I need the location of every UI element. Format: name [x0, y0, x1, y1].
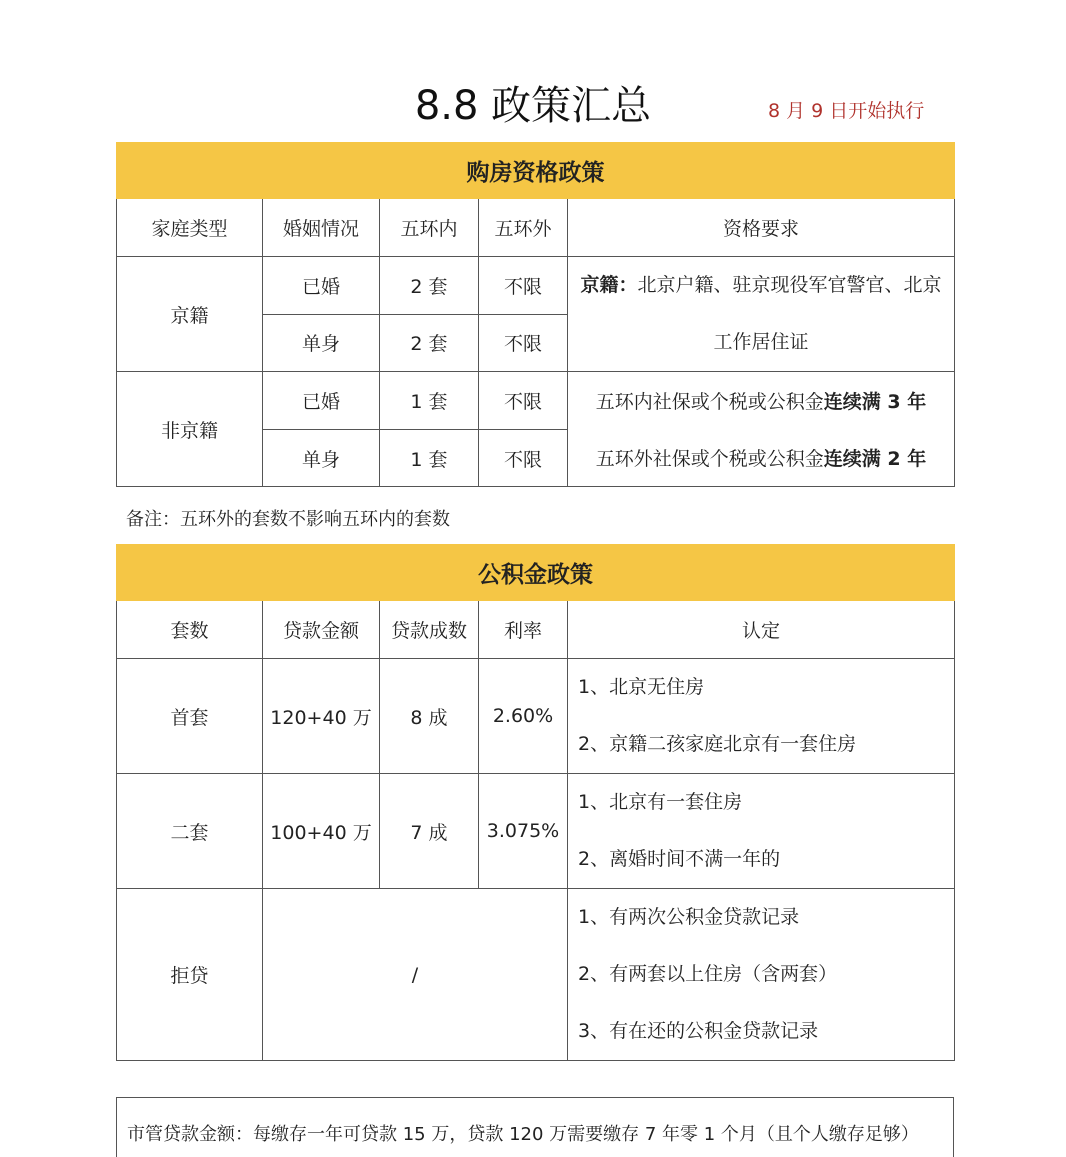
criteria-item: 3、有在还的公积金贷款记录 [578, 1020, 819, 1042]
criteria-item: 1、北京无住房 [578, 676, 705, 698]
column-header: 利率 [479, 601, 568, 659]
reject-span-cell: / [263, 889, 568, 1061]
table-heading: 购房资格政策 [117, 143, 955, 199]
loan-amount-box [116, 1097, 954, 1157]
criteria-cell [568, 774, 955, 889]
outer-cell: 不限 [479, 257, 568, 315]
loan-type-cell: 拒贷 [117, 889, 263, 1061]
outer-cell: 不限 [479, 314, 568, 372]
provident-fund-table [116, 544, 955, 1061]
rate-cell: 2.60% [479, 659, 568, 774]
marital-cell: 单身 [263, 314, 380, 372]
marital-cell: 已婚 [263, 257, 380, 315]
marital-cell: 单身 [263, 430, 380, 487]
page-title: 8.8 政策汇总 [414, 83, 652, 129]
requirement-bold: 京籍： [580, 274, 638, 296]
requirement-cell [568, 372, 955, 430]
loan-ratio-cell: 7 成 [380, 774, 479, 889]
rate-cell: 3.075% [479, 774, 568, 889]
marital-cell: 已婚 [263, 372, 380, 430]
loan-amount-text: 市管贷款金额：每缴存一年可贷款 15 万，贷款 120 万需要缴存 7 年零 1 个月（且个人缴存足够） [127, 1124, 919, 1145]
outer-cell: 不限 [479, 430, 568, 487]
inner-cell: 2 套 [380, 314, 479, 372]
criteria-item: 2、有两套以上住房（含两套） [578, 963, 838, 985]
requirement-text: 五环外社保或个税或公积金 [595, 448, 824, 471]
column-header: 婚姻情况 [263, 199, 380, 257]
inner-cell: 2 套 [380, 257, 479, 315]
table-row [117, 257, 955, 315]
loan-type-cell: 二套 [117, 774, 263, 889]
column-header: 套数 [117, 601, 263, 659]
loan-amount-cell: 120+40 万 [263, 659, 380, 774]
loan-amount-cell: 100+40 万 [263, 774, 380, 889]
table-heading: 公积金政策 [117, 545, 955, 601]
loan-ratio-cell: 8 成 [380, 659, 479, 774]
purchase-eligibility-table [116, 142, 955, 487]
table-row [117, 659, 955, 774]
execution-date: 8 月 9 日开始执行 [768, 100, 925, 122]
family-type-cell: 京籍 [117, 257, 263, 372]
inner-cell: 1 套 [380, 372, 479, 430]
requirement-text: 北京户籍、驻京现役军官警官、北京 [637, 274, 942, 296]
table-row [117, 889, 955, 1061]
column-header: 五环外 [479, 199, 568, 257]
requirement-text: 工作居住证 [713, 331, 809, 353]
family-type-cell: 非京籍 [117, 372, 263, 487]
requirement-cell [568, 257, 955, 372]
column-header: 认定 [568, 601, 955, 659]
criteria-item: 2、离婚时间不满一年的 [578, 848, 781, 870]
column-header: 贷款金额 [263, 601, 380, 659]
requirement-bold: 连续满 2 年 [823, 448, 927, 471]
inner-cell: 1 套 [380, 430, 479, 487]
loan-type-cell: 首套 [117, 659, 263, 774]
column-header: 五环内 [380, 199, 479, 257]
criteria-cell [568, 889, 955, 1061]
requirement-text: 五环内社保或个税或公积金 [595, 391, 824, 414]
requirement-cell [568, 430, 955, 487]
footnote: 备注：五环外的套数不影响五环内的套数 [126, 509, 450, 530]
criteria-item: 2、京籍二孩家庭北京有一套住房 [578, 733, 857, 755]
criteria-item: 1、北京有一套住房 [578, 791, 743, 813]
column-header: 资格要求 [568, 199, 955, 257]
column-header: 贷款成数 [380, 601, 479, 659]
table-row [117, 372, 955, 430]
requirement-bold: 连续满 3 年 [823, 391, 927, 414]
criteria-item: 1、有两次公积金贷款记录 [578, 906, 800, 928]
table-row [117, 774, 955, 889]
criteria-cell [568, 659, 955, 774]
outer-cell: 不限 [479, 372, 568, 430]
column-header: 家庭类型 [117, 199, 263, 257]
